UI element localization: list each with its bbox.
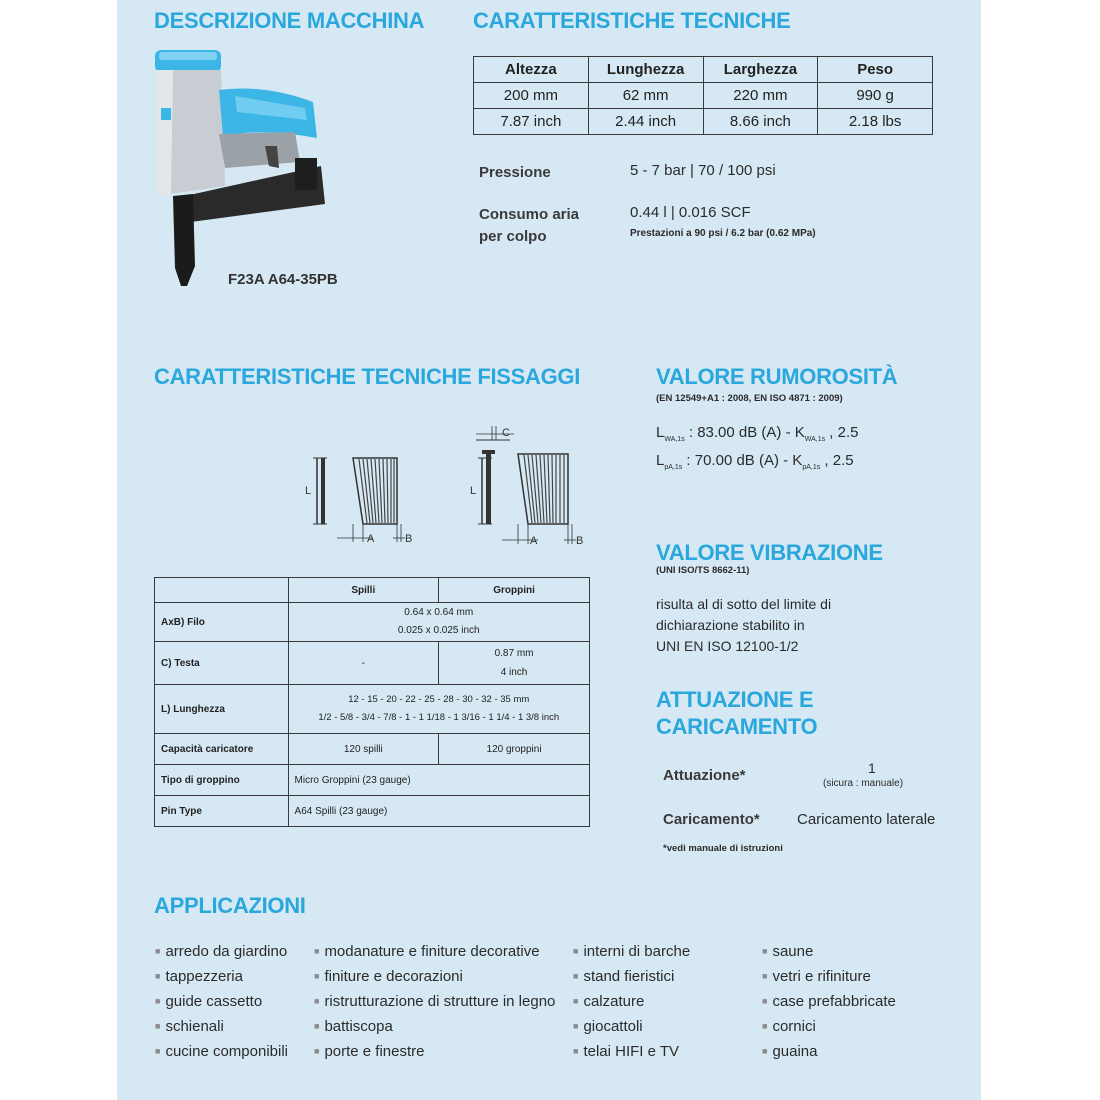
table-cell — [155, 578, 289, 603]
label-b: B — [576, 535, 584, 547]
header-lunghezza: Lunghezza — [588, 57, 703, 83]
list-item: ■ tappezzeria — [155, 968, 288, 993]
heading-applicazioni: APPLICAZIONI — [154, 893, 306, 918]
table-row — [155, 765, 590, 796]
attuazione-label: Attuazione* — [663, 767, 746, 784]
table-cell — [288, 603, 589, 642]
row-label: Pin Type — [155, 796, 289, 827]
table-row — [155, 685, 590, 734]
table-row — [155, 603, 590, 642]
noise-symbol: L — [656, 424, 665, 441]
list-item: ■ arredo da giardino — [155, 943, 288, 968]
table-row — [155, 578, 590, 603]
dimensions-table — [473, 56, 933, 135]
list-item: ■ modanature e finiture decorative — [314, 943, 555, 968]
attuazione-value: 1 — [868, 760, 876, 776]
list-item: ■ stand fieristici — [573, 968, 690, 993]
row-label: Capacità caricatore — [155, 734, 289, 765]
product-sheet — [117, 0, 981, 1100]
heading-descrizione: DESCRIZIONE MACCHINA — [154, 8, 425, 33]
lunghezza-value-2: 1/2 - 5/8 - 3/4 - 7/8 - 1 - 1 1/18 - 1 3/16 - 1 1/4 - 1 3/8 inch — [318, 712, 560, 723]
table-cell: 2.44 inch — [588, 109, 703, 135]
list-item: ■ saune — [762, 943, 896, 968]
heading-fissaggi: CARATTERISTICHE TECNICHE FISSAGGI — [154, 364, 581, 389]
caricamento-value: Caricamento laterale — [797, 811, 936, 828]
caricamento-label: Caricamento* — [663, 811, 760, 828]
label-c: C — [502, 427, 510, 439]
col-groppini: Groppini — [439, 578, 590, 603]
noise-line-1 — [656, 424, 858, 443]
list-item: ■ cucine componibili — [155, 1043, 288, 1068]
table-row — [474, 57, 933, 83]
table-cell: Micro Groppini (23 gauge) — [288, 765, 589, 796]
table-cell: 7.87 inch — [474, 109, 589, 135]
noise-k-value: , 2.5 — [820, 452, 854, 469]
lunghezza-value-1: 12 - 15 - 20 - 22 - 25 - 28 - 30 - 32 - 35 mm — [348, 694, 530, 705]
noise-k-value: , 2.5 — [825, 424, 859, 441]
heading-attuazione-2: CARICAMENTO — [656, 714, 818, 739]
pressione-value: 5 - 7 bar | 70 / 100 psi — [630, 162, 776, 179]
header-peso: Peso — [818, 57, 933, 83]
table-cell: 8.66 inch — [703, 109, 818, 135]
nail-gun-image — [145, 46, 325, 291]
fixings-table — [154, 577, 590, 827]
filo-value-2: 0.025 x 0.025 inch — [397, 625, 480, 636]
testa-value-2: 4 inch — [500, 667, 528, 678]
table-cell: 62 mm — [588, 83, 703, 109]
noise-standard: (EN 12549+A1 : 2008, EN ISO 4871 : 2009) — [656, 393, 843, 404]
table-cell: - — [288, 642, 439, 685]
pressione-label: Pressione — [479, 164, 551, 181]
table-row — [155, 642, 590, 685]
label-a: A — [367, 533, 375, 545]
noise-value: : 83.00 dB (A) - K — [684, 424, 805, 441]
list-item: ■ cornici — [762, 1018, 896, 1043]
label-l: L — [470, 485, 477, 497]
table-cell — [439, 642, 590, 685]
consumo-label-1: Consumo aria — [479, 206, 580, 223]
vibration-line-1: risulta al di sotto del limite di — [656, 596, 832, 612]
table-cell: 200 mm — [474, 83, 589, 109]
vibration-line-2: dichiarazione stabilito in — [656, 617, 805, 633]
noise-line-2 — [656, 452, 854, 471]
table-row — [474, 83, 933, 109]
noise-subscript: pA,1s — [664, 464, 683, 471]
noise-value: : 70.00 dB (A) - K — [682, 452, 803, 469]
list-item: ■ ristrutturazione di strutture in legno — [314, 993, 555, 1018]
table-row — [474, 109, 933, 135]
applications-col-4 — [762, 943, 896, 1068]
list-item: ■ interni di barche — [573, 943, 690, 968]
header-larghezza: Larghezza — [703, 57, 818, 83]
heading-rumorosita: VALORE RUMOROSITÀ — [656, 364, 898, 389]
row-label: C) Testa — [155, 642, 289, 685]
table-cell: 120 groppini — [439, 734, 590, 765]
list-item: ■ telai HIFI e TV — [573, 1043, 690, 1068]
table-cell: 220 mm — [703, 83, 818, 109]
list-item: ■ calzature — [573, 993, 690, 1018]
table-row — [155, 734, 590, 765]
table-cell: 990 g — [818, 83, 933, 109]
table-row — [155, 796, 590, 827]
applications-col-2 — [314, 943, 555, 1068]
actuation-footnote: *vedi manuale di istruzioni — [663, 843, 783, 854]
attuazione-note: (sicura : manuale) — [823, 778, 904, 789]
consumo-label-2: per colpo — [479, 228, 547, 245]
applications-col-1 — [155, 943, 288, 1068]
list-item: ■ guide cassetto — [155, 993, 288, 1018]
list-item: ■ giocattoli — [573, 1018, 690, 1043]
list-item: ■ porte e finestre — [314, 1043, 555, 1068]
list-item: ■ schienali — [155, 1018, 288, 1043]
label-a: A — [530, 535, 538, 547]
noise-k-subscript: pA,1s — [802, 464, 821, 471]
vibration-text — [656, 594, 831, 657]
row-label: L) Lunghezza — [155, 685, 289, 734]
heading-vibrazione: VALORE VIBRAZIONE — [656, 540, 883, 565]
row-label: AxB) Filo — [155, 603, 289, 642]
list-item: ■ vetri e rifiniture — [762, 968, 896, 993]
applications-col-3 — [573, 943, 690, 1068]
filo-value-1: 0.64 x 0.64 mm — [404, 607, 474, 618]
list-item: ■ case prefabbricate — [762, 993, 896, 1018]
table-cell: A64 Spilli (23 gauge) — [288, 796, 589, 827]
list-item: ■ finiture e decorazioni — [314, 968, 555, 993]
brad-diagram — [462, 424, 592, 548]
vibration-standard: (UNI ISO/TS 8662-11) — [656, 565, 750, 576]
heading-caratteristiche: CARATTERISTICHE TECNICHE — [473, 8, 791, 33]
heading-attuazione-1: ATTUAZIONE E — [656, 687, 814, 712]
label-l: L — [305, 485, 312, 497]
table-cell — [288, 685, 589, 734]
table-cell: 120 spilli — [288, 734, 439, 765]
col-spilli: Spilli — [288, 578, 439, 603]
list-item: ■ guaina — [762, 1043, 896, 1068]
list-item: ■ battiscopa — [314, 1018, 555, 1043]
pin-diagram — [297, 446, 427, 546]
table-cell: 2.18 lbs — [818, 109, 933, 135]
consumo-value: 0.44 l | 0.016 SCF — [630, 204, 751, 221]
noise-symbol: L — [656, 452, 665, 469]
noise-subscript: WA,1s — [664, 436, 685, 443]
header-altezza: Altezza — [474, 57, 589, 83]
label-b: B — [405, 533, 413, 545]
row-label: Tipo di groppino — [155, 765, 289, 796]
consumo-note: Prestazioni a 90 psi / 6.2 bar (0.62 MPa) — [630, 228, 816, 239]
testa-value-1: 0.87 mm — [494, 648, 534, 659]
machine-model: F23A A64-35PB — [228, 271, 338, 288]
vibration-line-3: UNI EN ISO 12100-1/2 — [656, 638, 799, 654]
noise-k-subscript: WA,1s — [804, 436, 826, 443]
